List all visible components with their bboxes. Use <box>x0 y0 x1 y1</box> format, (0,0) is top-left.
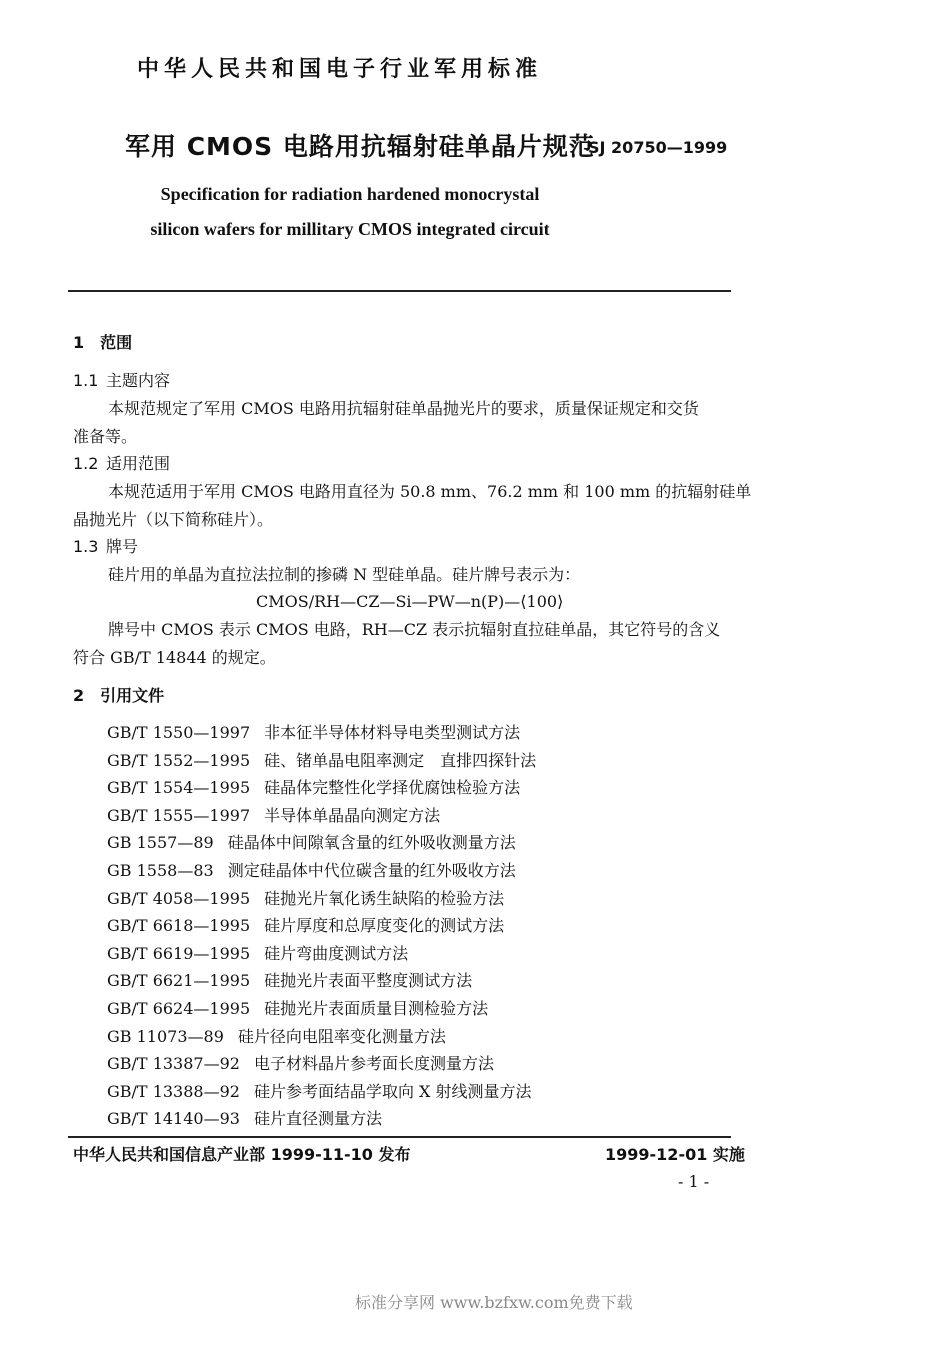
english-title-line-2: silicon wafers for millitary CMOS integrated circuit <box>150 219 550 239</box>
standard-code: SJ 20750—1999 <box>588 138 728 157</box>
reference-item <box>107 723 520 743</box>
reference-title: 硅片参考面结晶学取向 X 射线测量方法 <box>253 1081 532 1101</box>
reference-code: GB/T 1552—1995 <box>107 750 251 770</box>
reference-title: 硅抛光片表面平整度测试方法 <box>264 971 473 991</box>
reference-title: 电子材料晶片参考面长度测量方法 <box>253 1054 494 1074</box>
section-2-heading: 2 引用文件 <box>73 686 165 705</box>
reference-code: GB/T 13388—92 <box>107 1081 240 1101</box>
reference-code: GB/T 14140—93 <box>107 1109 240 1129</box>
reference-code: GB/T 6619—1995 <box>107 943 251 963</box>
reference-title: 非本征半导体材料导电类型测试方法 <box>264 723 521 742</box>
reference-title: 硅晶体完整性化学择优腐蚀检验方法 <box>264 778 521 798</box>
section-1-3-heading <box>73 537 138 557</box>
reference-item <box>107 751 536 771</box>
reference-code: GB 11073—89 <box>107 1026 224 1046</box>
reference-item <box>107 833 516 853</box>
section-number: 1.3 <box>73 537 99 556</box>
reference-code: GB/T 4058—1995 <box>107 888 251 908</box>
reference-code: GB 1557—89 <box>107 833 214 853</box>
reference-code: GB/T 1550—1997 <box>107 723 251 742</box>
section-title: 适用范围 <box>106 454 171 473</box>
section-1-2-heading <box>73 454 170 474</box>
paragraph: 本规范适用于军用 CMOS 电路用直径为 50.8 mm、76.2 mm 和 100 mm 的抗辐射硅单 <box>108 482 752 501</box>
reference-code: GB 1558—83 <box>107 861 214 880</box>
title-divider <box>68 290 731 292</box>
reference-title: 硅片径向电阻率变化测量方法 <box>237 1026 446 1046</box>
reference-code: GB/T 6621—1995 <box>107 971 251 991</box>
english-title-line-1: Specification for radiation hardened monocrystal <box>160 184 540 204</box>
reference-item <box>107 944 408 964</box>
reference-code: GB/T 1555—1997 <box>107 805 251 825</box>
grade-formula: CMOS/RH—CZ—Si—PW—n(P)—⟨100⟩ <box>256 592 564 611</box>
section-title: 牌号 <box>106 537 139 556</box>
paragraph: 硅片用的单晶为直拉法拉制的掺磷 N 型硅单晶。硅片牌号表示为： <box>108 565 581 584</box>
reference-item <box>107 806 440 826</box>
reference-title: 测定硅晶体中代位碳含量的红外吸收方法 <box>227 861 516 880</box>
reference-title: 硅抛光片氧化诱生缺陷的检验方法 <box>264 888 505 908</box>
reference-title: 硅、锗单晶电阻率测定 直排四探针法 <box>264 750 537 770</box>
reference-item <box>107 889 504 909</box>
page-number: - 1 - <box>678 1172 710 1191</box>
reference-title: 硅片厚度和总厚度变化的测试方法 <box>264 916 505 936</box>
paragraph: 符合 GB/T 14844 的规定。 <box>73 648 276 667</box>
watermark: 标准分享网 www.bzfxw.com免费下载 <box>355 1293 633 1312</box>
reference-code: GB/T 1554—1995 <box>107 778 251 798</box>
reference-item <box>107 916 504 936</box>
reference-title: 硅抛光片表面质量目测检验方法 <box>264 999 489 1018</box>
issued-by: 中华人民共和国信息产业部 1999-11-10 发布 <box>73 1145 411 1164</box>
paragraph: 本规范规定了军用 CMOS 电路用抗辐射硅单晶抛光片的要求，质量保证规定和交货 <box>108 399 699 418</box>
reference-title: 硅晶体中间隙氧含量的红外吸收测量方法 <box>227 833 516 853</box>
reference-code: GB/T 6624—1995 <box>107 999 251 1018</box>
reference-item <box>107 1082 532 1102</box>
section-number: 1.1 <box>73 371 99 390</box>
section-1-1-heading <box>73 371 170 391</box>
effective-date: 1999-12-01 实施 <box>605 1145 745 1164</box>
reference-item <box>107 971 472 991</box>
reference-title: 硅片弯曲度测试方法 <box>264 943 409 963</box>
reference-item <box>107 778 520 798</box>
reference-code: GB/T 6618—1995 <box>107 916 251 936</box>
reference-item <box>107 1109 382 1129</box>
reference-title: 半导体单晶晶向测定方法 <box>264 805 441 825</box>
section-1-heading: 1 范围 <box>73 333 133 352</box>
section-title: 主题内容 <box>106 371 171 390</box>
reference-title: 硅片直径测量方法 <box>253 1109 382 1129</box>
reference-code: GB/T 13387—92 <box>107 1054 240 1074</box>
section-number: 1.2 <box>73 454 99 473</box>
paragraph: 晶抛光片（以下简称硅片）。 <box>73 510 274 529</box>
standard-category-header: 中华人民共和国电子行业军用标准 <box>137 57 543 82</box>
footer-divider <box>68 1136 731 1138</box>
paragraph: 准备等。 <box>73 427 138 446</box>
document-title: 军用 CMOS 电路用抗辐射硅单晶片规范 <box>125 132 595 161</box>
reference-item <box>107 1027 446 1047</box>
reference-item <box>107 1054 494 1074</box>
paragraph: 牌号中 CMOS 表示 CMOS 电路，RH—CZ 表示抗辐射直拉硅单晶，其它符号的含义 <box>108 620 721 639</box>
reference-item <box>107 861 516 881</box>
reference-item <box>107 999 488 1019</box>
